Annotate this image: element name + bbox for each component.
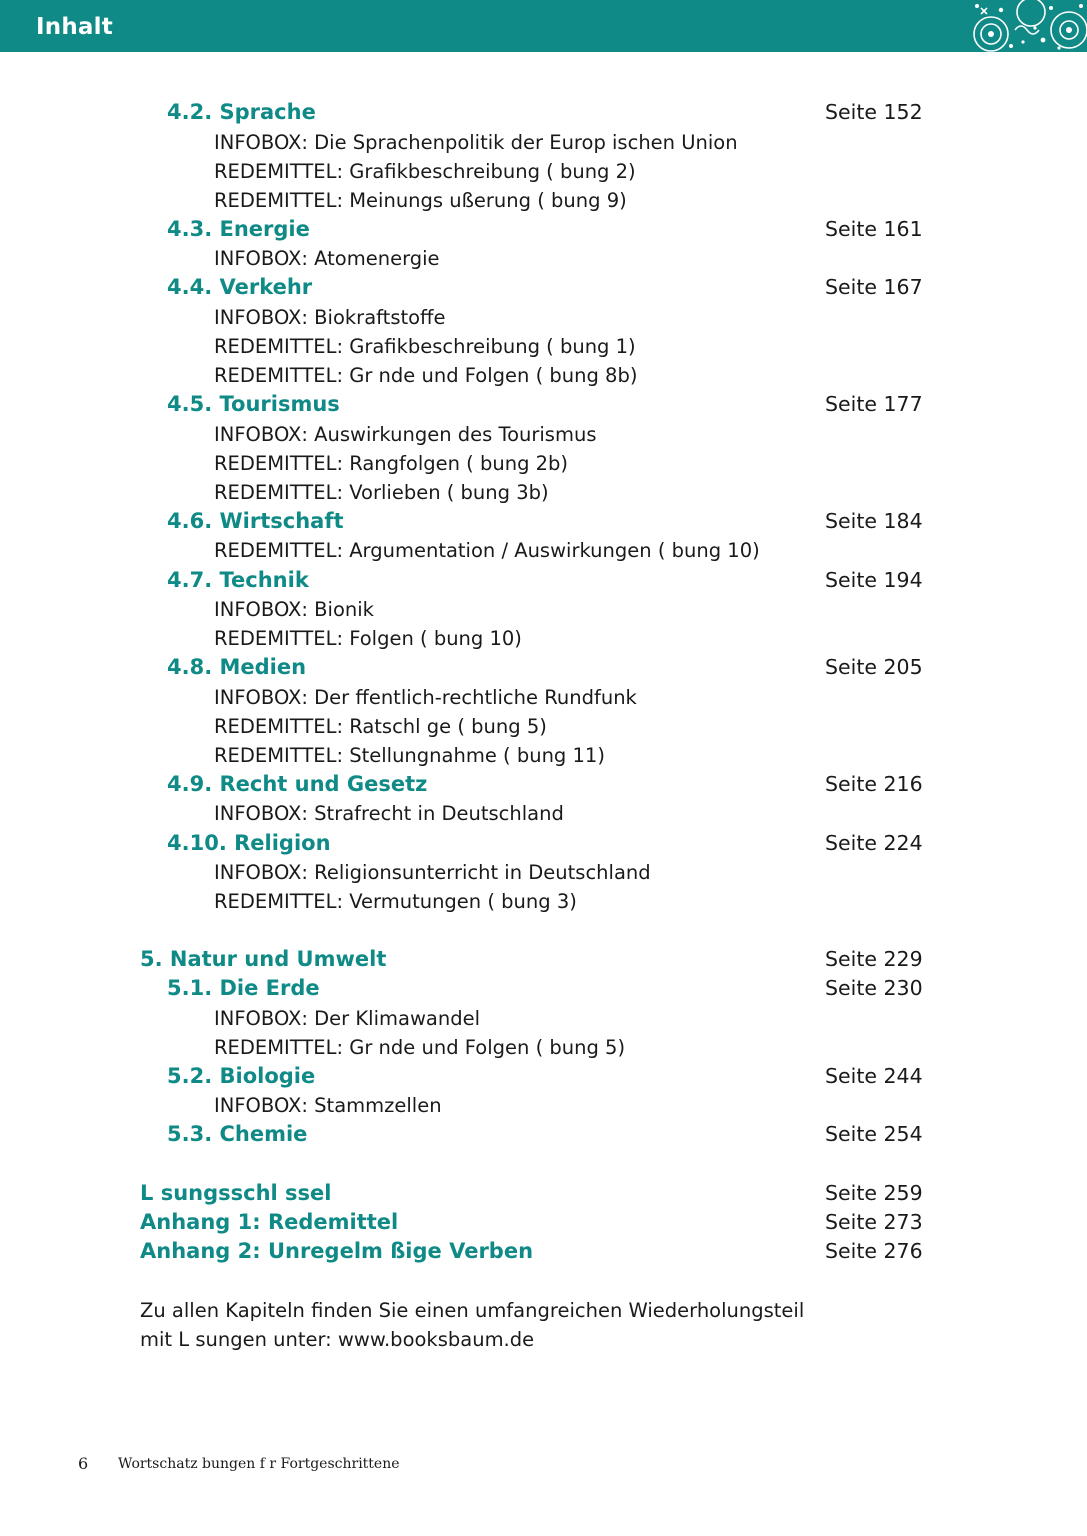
toc-subentry: REDEMITTEL: Argumentation / Auswirkungen ( bung 10): [214, 539, 760, 562]
toc-heading-4-6[interactable]: 4.6. Wirtschaft: [167, 509, 344, 533]
toc-heading-5-1[interactable]: 5.1. Die Erde: [167, 976, 320, 1000]
toc-page-4-9: Seite 216: [825, 772, 923, 796]
toc-heading-loesungsschluessel[interactable]: L sungsschl ssel: [140, 1181, 332, 1205]
toc-heading-4-4[interactable]: 4.4. Verkehr: [167, 275, 313, 299]
toc-page-5: Seite 229: [825, 947, 923, 971]
toc-heading-5-3[interactable]: 5.3. Chemie: [167, 1122, 308, 1146]
toc-subentry: REDEMITTEL: Vermutungen ( bung 3): [214, 890, 577, 913]
note-line-2: mit L sungen unter: www.booksbaum.de: [140, 1328, 535, 1351]
toc-subentry: REDEMITTEL: Gr nde und Folgen ( bung 8b): [214, 364, 638, 387]
toc-page-4-6: Seite 184: [825, 509, 923, 533]
toc-page-5-1: Seite 230: [825, 976, 923, 1000]
toc-heading-4-5[interactable]: 4.5. Tourismus: [167, 392, 340, 416]
toc-page-anhang-2: Seite 276: [825, 1239, 923, 1263]
decorative-pattern-icon: [971, 0, 1087, 52]
toc-heading-4-9[interactable]: 4.9. Recht und Gesetz: [167, 772, 428, 796]
toc-subentry: REDEMITTEL: Stellungnahme ( bung 11): [214, 744, 605, 767]
toc-heading-4-8[interactable]: 4.8. Medien: [167, 655, 307, 679]
header-title: Inhalt: [36, 14, 113, 40]
toc-subentry: REDEMITTEL: Folgen ( bung 10): [214, 627, 522, 650]
toc-subentry: INFOBOX: Auswirkungen des Tourismus: [214, 423, 597, 446]
toc-subentry: REDEMITTEL: Ratschl ge ( bung 5): [214, 715, 547, 738]
toc-heading-anhang-1[interactable]: Anhang 1: Redemittel: [140, 1210, 399, 1234]
toc-page-5-3: Seite 254: [825, 1122, 923, 1146]
toc-subentry: INFOBOX: Bionik: [214, 598, 374, 621]
toc-subentry: INFOBOX: Der ffentlich-rechtliche Rundfunk: [214, 686, 637, 709]
toc-page-4-2: Seite 152: [825, 100, 923, 124]
toc-page-4-8: Seite 205: [825, 655, 923, 679]
toc-subentry: REDEMITTEL: Grafikbeschreibung ( bung 2): [214, 160, 636, 183]
toc-subentry: REDEMITTEL: Gr nde und Folgen ( bung 5): [214, 1036, 626, 1059]
toc-subentry: REDEMITTEL: Rangfolgen ( bung 2b): [214, 452, 569, 475]
toc-subentry: INFOBOX: Religionsunterricht in Deutschland: [214, 861, 651, 884]
toc-subentry: INFOBOX: Biokraftstoffe: [214, 306, 446, 329]
toc-page-4-3: Seite 161: [825, 217, 923, 241]
toc-subentry: INFOBOX: Atomenergie: [214, 247, 440, 270]
toc-page-4-7: Seite 194: [825, 568, 923, 592]
toc-heading-anhang-2[interactable]: Anhang 2: Unregelm ßige Verben: [140, 1239, 534, 1263]
toc-page-4-4: Seite 167: [825, 275, 923, 299]
toc-heading-4-2[interactable]: 4.2. Sprache: [167, 100, 316, 124]
toc-subentry: INFOBOX: Die Sprachenpolitik der Europ ischen Union: [214, 131, 738, 154]
toc-heading-5-2[interactable]: 5.2. Biologie: [167, 1064, 316, 1088]
toc-subentry: REDEMITTEL: Meinungs ußerung ( bung 9): [214, 189, 627, 212]
note-line-1: Zu allen Kapiteln finden Sie einen umfangreichen Wiederholungsteil: [140, 1299, 805, 1322]
toc-subentry: INFOBOX: Stammzellen: [214, 1094, 442, 1117]
toc-page-4-5: Seite 177: [825, 392, 923, 416]
footer-book-title: Wortschatz bungen f r Fortgeschrittene: [118, 1456, 400, 1472]
toc-page-anhang-1: Seite 273: [825, 1210, 923, 1234]
header-bar: [0, 0, 1087, 52]
toc-heading-4-10[interactable]: 4.10. Religion: [167, 831, 331, 855]
toc-subentry: REDEMITTEL: Vorlieben ( bung 3b): [214, 481, 549, 504]
toc-page-loesungsschluessel: Seite 259: [825, 1181, 923, 1205]
toc-page-4-10: Seite 224: [825, 831, 923, 855]
toc-subentry: INFOBOX: Der Klimawandel: [214, 1007, 481, 1030]
footer-page-number: 6: [78, 1454, 89, 1473]
toc-subentry: INFOBOX: Strafrecht in Deutschland: [214, 802, 564, 825]
toc-heading-4-7[interactable]: 4.7. Technik: [167, 568, 309, 592]
toc-heading-4-3[interactable]: 4.3. Energie: [167, 217, 310, 241]
toc-page-5-2: Seite 244: [825, 1064, 923, 1088]
toc-subentry: REDEMITTEL: Grafikbeschreibung ( bung 1): [214, 335, 636, 358]
toc-heading-5[interactable]: 5. Natur und Umwelt: [140, 947, 387, 971]
